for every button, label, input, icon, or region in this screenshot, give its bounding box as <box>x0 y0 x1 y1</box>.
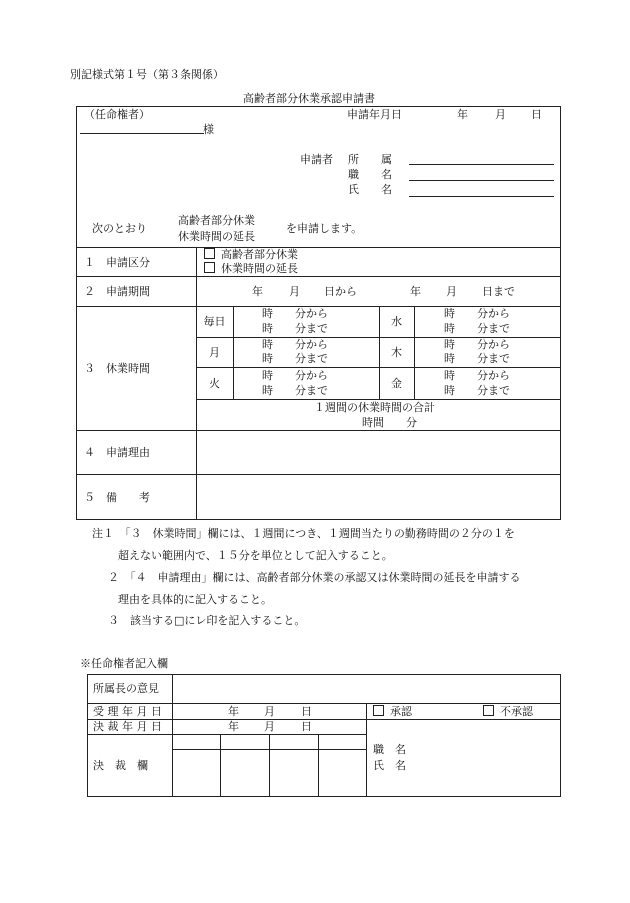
checkbox-icon[interactable] <box>373 705 384 716</box>
column-divider <box>269 734 270 797</box>
row-label-reason: ４ 申請理由 <box>84 446 150 459</box>
name-field[interactable] <box>409 196 554 197</box>
time-to[interactable]: 時 分まで <box>262 322 328 335</box>
column-divider <box>233 306 234 399</box>
day-everyday: 毎日 <box>203 315 226 328</box>
approval-column-label: 決 裁 欄 <box>93 759 148 772</box>
received-date-label: 受 理 年 月 日 <box>93 705 162 718</box>
approver-position-label: 職 名 <box>373 743 406 756</box>
apply-year[interactable]: 年 <box>457 108 468 121</box>
position-label: 職 名 <box>348 168 392 181</box>
time-from[interactable]: 時 分から <box>262 307 328 320</box>
period-from[interactable]: 日から <box>324 285 357 298</box>
period-month-1[interactable]: 月 <box>289 285 300 298</box>
note-1-cont: 超えない範囲内で、１５分を単位として記入すること。 <box>118 549 393 562</box>
sama-label: 様 <box>203 123 214 136</box>
row-label-remarks: ５ 備 考 <box>84 491 150 504</box>
divider <box>196 399 561 400</box>
column-divider <box>318 734 319 797</box>
time-from[interactable]: 時 分から <box>262 369 328 382</box>
opinion-label: 所属長の意見 <box>93 682 159 695</box>
position-field[interactable] <box>409 180 554 181</box>
divider <box>87 734 366 735</box>
note-1: 注１ 「３ 休業時間」欄には、１週間につき、１週間当たりの勤務時間の２分の１を <box>92 527 515 540</box>
intro-prefix: 次のとおり <box>92 222 147 235</box>
weekly-total-label: １週間の休業時間の合計 <box>314 401 435 414</box>
row-label-period: ２ 申請期間 <box>84 285 150 298</box>
intro-suffix: を申請します。 <box>286 222 363 235</box>
authority-name-line[interactable] <box>80 133 204 134</box>
opinion-field[interactable] <box>178 678 556 700</box>
authority-label: （任命権者） <box>84 108 150 121</box>
row-label-category: １ 申請区分 <box>84 256 150 269</box>
category-option-extension[interactable]: 休業時間の延長 <box>204 262 298 275</box>
period-year-2[interactable]: 年 <box>410 285 421 298</box>
decided-month[interactable]: 月 <box>264 720 275 733</box>
checkbox-icon[interactable] <box>483 705 494 716</box>
remarks-field[interactable] <box>200 478 556 516</box>
note-2-cont: 理由を具体的に記入すること。 <box>118 593 272 606</box>
period-month-2[interactable]: 月 <box>446 285 457 298</box>
applicant-label: 申請者 <box>300 153 333 166</box>
checkbox-icon[interactable] <box>204 248 215 259</box>
row-label-hours: ３ 休業時間 <box>84 362 150 375</box>
divider <box>76 430 561 431</box>
received-year[interactable]: 年 <box>228 705 239 718</box>
approver-name-label: 氏 名 <box>373 759 406 772</box>
time-to[interactable]: 時 分まで <box>444 384 510 397</box>
time-from[interactable]: 時 分から <box>444 369 510 382</box>
intro-option-2: 休業時間の延長 <box>178 230 255 243</box>
time-to[interactable]: 時 分まで <box>444 352 510 365</box>
decided-day[interactable]: 日 <box>301 720 312 733</box>
divider <box>87 703 561 704</box>
day-wednesday: 水 <box>391 315 402 328</box>
decided-date-label: 決 裁 年 月 日 <box>93 720 162 733</box>
divider <box>76 474 561 475</box>
note-3: ３ 該当する□にレ印を記入すること。 <box>108 614 306 627</box>
received-day[interactable]: 日 <box>301 705 312 718</box>
day-friday: 金 <box>391 377 402 390</box>
column-divider <box>366 703 367 797</box>
column-divider <box>220 734 221 797</box>
intro-option-1: 高齢者部分休業 <box>178 214 255 227</box>
time-from[interactable]: 時 分から <box>444 307 510 320</box>
day-tuesday: 火 <box>209 377 220 390</box>
apply-month[interactable]: 月 <box>495 108 506 121</box>
day-monday: 月 <box>209 346 220 359</box>
decided-year[interactable]: 年 <box>228 720 239 733</box>
time-to[interactable]: 時 分まで <box>262 384 328 397</box>
affiliation-label: 所 属 <box>348 153 392 166</box>
day-thursday: 木 <box>391 346 402 359</box>
affiliation-field[interactable] <box>409 164 554 165</box>
checkbox-icon[interactable] <box>204 262 215 273</box>
category-option-partial-leave[interactable]: 高齢者部分休業 <box>204 248 298 261</box>
name-label: 氏 名 <box>348 183 392 196</box>
note-2: ２ 「４ 申請理由」欄には、高齢者部分休業の承認又は休業時間の延長を申請する <box>108 571 521 584</box>
reason-field[interactable] <box>200 434 556 470</box>
reject-option[interactable]: 不承認 <box>483 705 533 718</box>
approve-option[interactable]: 承認 <box>373 705 412 718</box>
form-reference: 別記様式第１号（第３条関係） <box>70 68 224 81</box>
time-from[interactable]: 時 分から <box>444 338 510 351</box>
received-month[interactable]: 月 <box>264 705 275 718</box>
apply-day[interactable]: 日 <box>531 108 542 121</box>
column-divider <box>414 306 415 399</box>
column-divider <box>172 674 173 797</box>
time-to[interactable]: 時 分まで <box>262 352 328 365</box>
time-to[interactable]: 時 分まで <box>444 322 510 335</box>
authority-section-title: ※任命権者記入欄 <box>80 657 168 670</box>
period-year-1[interactable]: 年 <box>252 285 263 298</box>
period-to[interactable]: 日まで <box>482 285 515 298</box>
divider <box>76 276 561 277</box>
divider <box>76 247 561 248</box>
apply-date-label: 申請年月日 <box>347 108 402 121</box>
weekly-total-value[interactable]: 時間 分 <box>362 416 417 429</box>
time-from[interactable]: 時 分から <box>262 338 328 351</box>
form-title: 高齢者部分休業承認申請書 <box>243 92 375 105</box>
